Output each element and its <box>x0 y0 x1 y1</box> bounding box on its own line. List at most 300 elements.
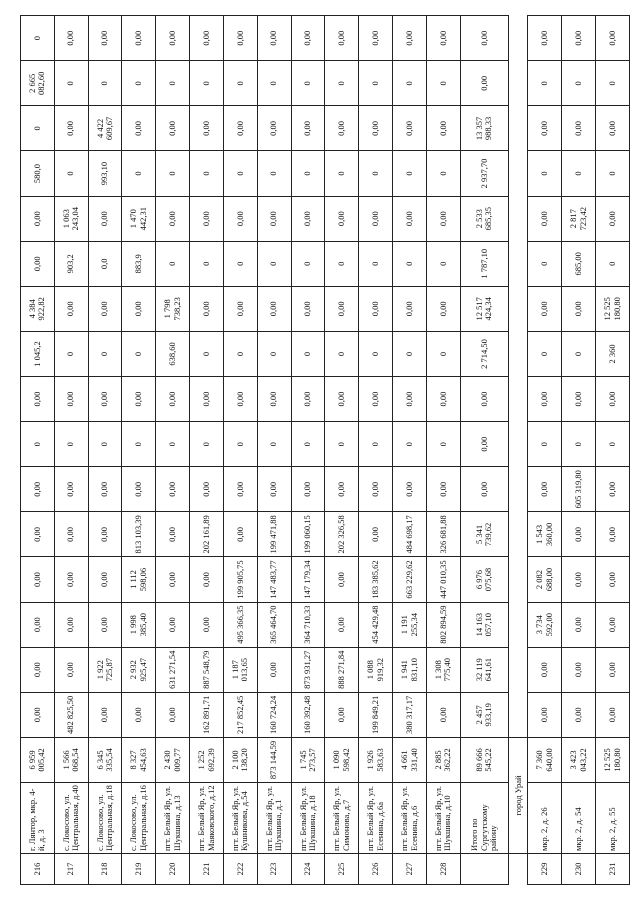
value-cell: 0,00 <box>54 557 88 602</box>
value-cell: 0 <box>291 241 325 286</box>
value-cell: 0,00 <box>223 196 257 241</box>
rotated-table-container <box>20 15 630 885</box>
value-cell: 0,00 <box>291 106 325 151</box>
value-cell: 0,00 <box>325 196 359 241</box>
value-cell: 0 <box>291 331 325 376</box>
value-cell: 2 082 688,00 <box>528 557 562 602</box>
value-cell: 0,00 <box>596 692 630 737</box>
value-cell: 0,00 <box>596 512 630 557</box>
value-cell: 12 525 180,80 <box>596 737 630 782</box>
value-cell: 0,00 <box>291 377 325 422</box>
value-cell: 0 <box>122 61 156 106</box>
value-cell: 0,00 <box>562 557 596 602</box>
value-cell: 0,00 <box>562 286 596 331</box>
address-cell: мкр. 2, д. 54 <box>562 783 596 854</box>
value-cell: 0,00 <box>596 647 630 692</box>
value-cell: 0,00 <box>393 377 427 422</box>
value-cell: 0 <box>359 241 393 286</box>
value-cell: 162 891,71 <box>190 692 224 737</box>
value-cell: 7 360 640,00 <box>528 737 562 782</box>
value-cell: 0 <box>223 241 257 286</box>
table-row <box>359 16 393 885</box>
table-row <box>562 16 596 885</box>
value-cell: 0 <box>426 61 460 106</box>
value-cell: 0 <box>190 422 224 467</box>
value-cell: 217 852,45 <box>223 692 257 737</box>
value-cell: 2 100 138,20 <box>223 737 257 782</box>
table-row <box>21 16 55 885</box>
value-cell: 0 <box>156 61 190 106</box>
value-cell: 2 932 925,47 <box>122 647 156 692</box>
value-cell: 484 698,17 <box>393 512 427 557</box>
value-cell: 0,00 <box>562 692 596 737</box>
value-cell: 0 <box>190 151 224 196</box>
value-cell: 0,00 <box>257 196 291 241</box>
value-cell: 1 308 775,40 <box>426 647 460 692</box>
value-cell: 0 <box>21 422 55 467</box>
value-cell: 0,00 <box>325 106 359 151</box>
value-cell: 0,00 <box>426 106 460 151</box>
value-cell: 0,00 <box>190 286 224 331</box>
value-cell: 0,00 <box>325 602 359 647</box>
row-number-cell: 228 <box>426 854 460 885</box>
row-number-cell: 220 <box>156 854 190 885</box>
value-cell: 0,00 <box>460 467 508 512</box>
value-cell: 0,00 <box>291 467 325 512</box>
value-cell: 0 <box>21 16 55 61</box>
value-cell: 202 161,89 <box>190 512 224 557</box>
value-cell: 887 548,79 <box>190 647 224 692</box>
value-cell: 0,00 <box>562 106 596 151</box>
address-cell: пгт. Белый Яр, ул. Есенина, д.6 <box>393 783 427 854</box>
value-cell: 1 941 831,10 <box>393 647 427 692</box>
row-number-cell: 230 <box>562 854 596 885</box>
value-cell: 0,00 <box>88 602 122 647</box>
value-cell: 580,0 <box>21 151 55 196</box>
value-cell: 0,00 <box>122 467 156 512</box>
value-cell: 0,00 <box>291 196 325 241</box>
value-cell: 12 517 424,34 <box>460 286 508 331</box>
value-cell: 364 710,33 <box>291 602 325 647</box>
row-number-cell: 226 <box>359 854 393 885</box>
row-number-cell: 221 <box>190 854 224 885</box>
row-number-cell: 219 <box>122 854 156 885</box>
value-cell: 802 894,59 <box>426 602 460 647</box>
value-cell: 147 179,34 <box>291 557 325 602</box>
value-cell: 0 <box>257 241 291 286</box>
value-cell: 0,00 <box>223 512 257 557</box>
value-cell: 0 <box>596 241 630 286</box>
value-cell: 0,00 <box>393 16 427 61</box>
value-cell: 0,00 <box>562 647 596 692</box>
value-cell: 0,00 <box>88 557 122 602</box>
value-cell: 3 423 043,22 <box>562 737 596 782</box>
value-cell: 2 817 723,42 <box>562 196 596 241</box>
address-cell: пгт. Белый Яр, ул. Есенина, д.6а <box>359 783 393 854</box>
value-cell: 0,00 <box>21 557 55 602</box>
value-cell: 0 <box>54 61 88 106</box>
value-cell: 0,00 <box>528 196 562 241</box>
row-number-cell: 217 <box>54 854 88 885</box>
address-cell: с. Локосово, ул. Центральная, д.16 <box>122 783 156 854</box>
address-cell: мкр. 2, д. 26 <box>528 783 562 854</box>
value-cell: 0 <box>54 331 88 376</box>
row-number-cell <box>460 854 508 885</box>
table-row <box>88 16 122 885</box>
value-cell: 2 937,70 <box>460 151 508 196</box>
value-cell: 1 922 725,87 <box>88 647 122 692</box>
value-cell: 1 063 243,04 <box>54 196 88 241</box>
value-cell: 0,00 <box>88 16 122 61</box>
value-cell: 0,00 <box>562 512 596 557</box>
table-row <box>156 16 190 885</box>
row-number-cell: 222 <box>223 854 257 885</box>
table-row <box>122 16 156 885</box>
value-cell: 0,00 <box>156 16 190 61</box>
value-cell: 0,00 <box>596 602 630 647</box>
value-cell: 0,00 <box>88 467 122 512</box>
value-cell: 0,00 <box>426 467 460 512</box>
value-cell: 0 <box>122 151 156 196</box>
value-cell: 0 <box>291 151 325 196</box>
value-cell: 0 <box>122 331 156 376</box>
value-cell: 12 525 180,80 <box>596 286 630 331</box>
value-cell: 1 926 583,63 <box>359 737 393 782</box>
empty-cell <box>509 16 528 738</box>
address-cell: Итого по Сургутскому району <box>460 783 508 854</box>
row-number-cell <box>509 854 528 885</box>
value-cell: 0,00 <box>122 377 156 422</box>
table-row <box>54 16 88 885</box>
value-cell: 0,00 <box>596 377 630 422</box>
table-row <box>257 16 291 885</box>
value-cell: 0,00 <box>393 286 427 331</box>
value-cell: 0,00 <box>54 286 88 331</box>
value-cell: 0,00 <box>54 602 88 647</box>
value-cell: 0 <box>528 241 562 286</box>
table-row <box>190 16 224 885</box>
value-cell: 1 088 919,32 <box>359 647 393 692</box>
table-row <box>325 16 359 885</box>
value-cell: 0,00 <box>460 16 508 61</box>
value-cell: 0,00 <box>426 196 460 241</box>
value-cell: 0 <box>190 61 224 106</box>
value-cell: 0,00 <box>359 512 393 557</box>
value-cell: 0,00 <box>21 241 55 286</box>
value-cell: 0,00 <box>528 106 562 151</box>
value-cell: 0 <box>393 151 427 196</box>
address-cell: пгт. Белый Яр, ул. Шукшина, д.18 <box>291 783 325 854</box>
value-cell: 0,00 <box>156 196 190 241</box>
row-number-cell: 231 <box>596 854 630 885</box>
value-cell: 1 998 385,40 <box>122 602 156 647</box>
value-cell: 13 357 988,33 <box>460 106 508 151</box>
value-cell: 2 430 009,77 <box>156 737 190 782</box>
value-cell: 0 <box>190 241 224 286</box>
value-cell: 0,00 <box>190 602 224 647</box>
value-cell: 1 112 598,06 <box>122 557 156 602</box>
value-cell: 0,00 <box>325 286 359 331</box>
value-cell: 1 470 442,31 <box>122 196 156 241</box>
value-cell: 0,00 <box>257 16 291 61</box>
value-cell: 0,00 <box>190 377 224 422</box>
value-cell: 0 <box>426 241 460 286</box>
value-cell: 6 976 075,68 <box>460 557 508 602</box>
value-cell: 160 724,24 <box>257 692 291 737</box>
value-cell: 0,00 <box>257 377 291 422</box>
value-cell: 0,00 <box>325 557 359 602</box>
table-row <box>393 16 427 885</box>
value-cell: 0,00 <box>223 286 257 331</box>
value-cell: 3 734 592,00 <box>528 602 562 647</box>
value-cell: 0 <box>156 151 190 196</box>
value-cell: 0 <box>562 331 596 376</box>
value-cell: 0,00 <box>190 196 224 241</box>
value-cell: 0 <box>393 331 427 376</box>
value-cell: 0,00 <box>190 106 224 151</box>
total-row <box>460 16 508 885</box>
value-cell: 0,00 <box>156 106 190 151</box>
value-cell: 1 543 360,00 <box>528 512 562 557</box>
value-cell: 0,00 <box>528 692 562 737</box>
value-cell: 1 090 598,42 <box>325 737 359 782</box>
value-cell: 0 <box>257 331 291 376</box>
value-cell: 0 <box>223 331 257 376</box>
value-cell: 0,00 <box>359 467 393 512</box>
value-cell: 0,00 <box>156 602 190 647</box>
value-cell: 0 <box>562 422 596 467</box>
value-cell: 2 885 362,22 <box>426 737 460 782</box>
value-cell: 0,00 <box>460 422 508 467</box>
value-cell: 0,00 <box>21 467 55 512</box>
value-cell: 1 745 273,57 <box>291 737 325 782</box>
value-cell: 0,00 <box>156 467 190 512</box>
value-cell: 482 825,50 <box>54 692 88 737</box>
value-cell: 873 931,27 <box>291 647 325 692</box>
address-cell: пгт. Белый Яр, ул. Шукшина, д.10 <box>426 783 460 854</box>
city-header-row <box>509 16 528 885</box>
value-cell: 0,00 <box>88 377 122 422</box>
value-cell: 0 <box>325 331 359 376</box>
value-cell: 1 045,2 <box>21 331 55 376</box>
value-cell: 0,00 <box>528 286 562 331</box>
value-cell: 2 457 933,19 <box>460 692 508 737</box>
value-cell: 0 <box>156 241 190 286</box>
value-cell: 0,00 <box>291 286 325 331</box>
value-cell: 0,00 <box>54 16 88 61</box>
value-cell: 0,00 <box>393 106 427 151</box>
value-cell: 873 144,59 <box>257 737 291 782</box>
value-cell: 4 661 331,40 <box>393 737 427 782</box>
value-cell: 0 <box>393 61 427 106</box>
value-cell: 0 <box>122 422 156 467</box>
value-cell: 2 533 685,35 <box>460 196 508 241</box>
value-cell: 0,00 <box>257 106 291 151</box>
value-cell: 0 <box>596 151 630 196</box>
address-cell: пгт. Белый Яр, ул. Маяковского, д.12 <box>190 783 224 854</box>
address-cell: с. Локосово, ул. Центральная, д.18 <box>88 783 122 854</box>
value-cell: 32 119 641,61 <box>460 647 508 692</box>
value-cell: 1 798 738,23 <box>156 286 190 331</box>
address-cell: г. Лянтор, мкр. 4-й, д. 3 <box>21 783 55 854</box>
value-cell: 0 <box>223 151 257 196</box>
value-cell: 0,00 <box>54 467 88 512</box>
value-cell: 0,00 <box>325 467 359 512</box>
value-cell: 0 <box>54 151 88 196</box>
value-cell: 0 <box>359 151 393 196</box>
value-cell: 0,00 <box>359 16 393 61</box>
value-cell: 0,00 <box>223 106 257 151</box>
value-cell: 1 787,10 <box>460 241 508 286</box>
value-cell: 0,00 <box>54 512 88 557</box>
row-number-cell: 224 <box>291 854 325 885</box>
value-cell: 89 666 545,22 <box>460 737 508 782</box>
value-cell: 0,00 <box>21 512 55 557</box>
value-cell: 199 471,88 <box>257 512 291 557</box>
table-row <box>596 16 630 885</box>
value-cell: 199 905,75 <box>223 557 257 602</box>
value-cell: 0 <box>54 422 88 467</box>
value-cell: 0,00 <box>393 467 427 512</box>
value-cell: 0,00 <box>257 286 291 331</box>
value-cell: 0 <box>257 422 291 467</box>
address-cell: пгт. Белый Яр, ул. Симонова, д.7 <box>325 783 359 854</box>
row-number-cell: 229 <box>528 854 562 885</box>
value-cell: 0 <box>528 331 562 376</box>
row-number-cell: 227 <box>393 854 427 885</box>
value-cell: 0,00 <box>122 106 156 151</box>
value-cell: 6 959 005,42 <box>21 737 55 782</box>
value-cell: 0 <box>562 151 596 196</box>
value-cell: 0,00 <box>426 377 460 422</box>
value-cell: 6 345 335,54 <box>88 737 122 782</box>
value-cell: 1 566 068,54 <box>54 737 88 782</box>
value-cell: 0,00 <box>156 692 190 737</box>
value-cell: 2 360 <box>596 331 630 376</box>
value-cell: 0,00 <box>426 286 460 331</box>
value-cell: 0,00 <box>223 377 257 422</box>
value-cell: 8 327 454,63 <box>122 737 156 782</box>
value-cell: 0,00 <box>21 692 55 737</box>
value-cell: 1 252 692,39 <box>190 737 224 782</box>
value-cell: 0,00 <box>156 512 190 557</box>
value-cell: 631 271,54 <box>156 647 190 692</box>
value-cell: 0,00 <box>325 377 359 422</box>
value-cell: 4 384 922,82 <box>21 286 55 331</box>
value-cell: 1 191 255,34 <box>393 602 427 647</box>
value-cell: 5 341 739,62 <box>460 512 508 557</box>
value-cell: 0,00 <box>528 467 562 512</box>
table-row <box>291 16 325 885</box>
value-cell: 0 <box>223 422 257 467</box>
value-cell: 1 187 013,65 <box>223 647 257 692</box>
table-row <box>223 16 257 885</box>
value-cell: 0 <box>562 61 596 106</box>
value-cell: 0 <box>426 422 460 467</box>
value-cell: 0,00 <box>460 377 508 422</box>
value-cell: 0 <box>223 61 257 106</box>
value-cell: 0 <box>596 422 630 467</box>
value-cell: 0,00 <box>596 557 630 602</box>
value-cell: 4 422 609,67 <box>88 106 122 151</box>
value-cell: 0,00 <box>325 16 359 61</box>
value-cell: 0,00 <box>88 286 122 331</box>
value-cell: 0 <box>325 151 359 196</box>
value-cell: 0,00 <box>21 647 55 692</box>
row-number-cell: 216 <box>21 854 55 885</box>
value-cell: 0 <box>156 422 190 467</box>
value-cell: 0 <box>359 422 393 467</box>
address-cell: с. Локосово, ул. Центральная, д.40 <box>54 783 88 854</box>
address-cell: пгт. Белый Яр, ул. Кушникова, д.54 <box>223 783 257 854</box>
row-number-cell: 218 <box>88 854 122 885</box>
value-cell: 903,2 <box>54 241 88 286</box>
table-row <box>528 16 562 885</box>
value-cell: 0,0 <box>88 241 122 286</box>
value-cell: 0,00 <box>257 467 291 512</box>
value-cell: 0,00 <box>122 692 156 737</box>
value-cell: 0,00 <box>190 16 224 61</box>
value-cell: 0 <box>393 241 427 286</box>
value-cell: 0 <box>190 331 224 376</box>
value-cell: 495 366,35 <box>223 602 257 647</box>
value-cell: 0,00 <box>54 647 88 692</box>
value-cell: 199 849,21 <box>359 692 393 737</box>
address-cell: пгт. Белый Яр, ул. Шукшина, д.13 <box>156 783 190 854</box>
value-cell: 0 <box>393 422 427 467</box>
value-cell: 147 483,77 <box>257 557 291 602</box>
value-cell: 199 060,15 <box>291 512 325 557</box>
value-cell: 0 <box>257 151 291 196</box>
value-cell: 326 681,88 <box>426 512 460 557</box>
value-cell: 0,00 <box>528 647 562 692</box>
value-cell: 813 103,39 <box>122 512 156 557</box>
value-cell: 0,00 <box>21 196 55 241</box>
value-cell: 638,60 <box>156 331 190 376</box>
value-cell: 0,00 <box>54 106 88 151</box>
value-cell: 0,00 <box>21 377 55 422</box>
value-cell: 380 317,17 <box>393 692 427 737</box>
value-cell: 0 <box>88 331 122 376</box>
value-cell: 0,00 <box>359 377 393 422</box>
value-cell: 0,00 <box>562 602 596 647</box>
address-cell: мкр. 2, д. 55 <box>596 783 630 854</box>
value-cell: 0 <box>528 422 562 467</box>
value-cell: 0,00 <box>596 467 630 512</box>
table-row <box>426 16 460 885</box>
address-cell: пгт. Белый Яр, ул. Шукшина, д.1 <box>257 783 291 854</box>
value-cell: 0 <box>596 61 630 106</box>
value-cell: 663 229,62 <box>393 557 427 602</box>
value-cell: 0 <box>21 106 55 151</box>
value-cell: 0,00 <box>359 196 393 241</box>
value-cell: 0 <box>325 241 359 286</box>
value-cell: 0 <box>291 61 325 106</box>
value-cell: 14 163 057,10 <box>460 602 508 647</box>
value-cell: 888 271,84 <box>325 647 359 692</box>
value-cell: 202 326,58 <box>325 512 359 557</box>
value-cell: 0,00 <box>156 557 190 602</box>
row-number-cell: 225 <box>325 854 359 885</box>
value-cell: 0 <box>325 422 359 467</box>
city-name-cell: город Урай <box>509 737 528 853</box>
row-number-cell: 223 <box>257 854 291 885</box>
value-cell: 605 319,80 <box>562 467 596 512</box>
value-cell: 0,00 <box>190 557 224 602</box>
value-cell: 0 <box>291 422 325 467</box>
value-cell: 0 <box>528 61 562 106</box>
value-cell: 0,00 <box>596 106 630 151</box>
